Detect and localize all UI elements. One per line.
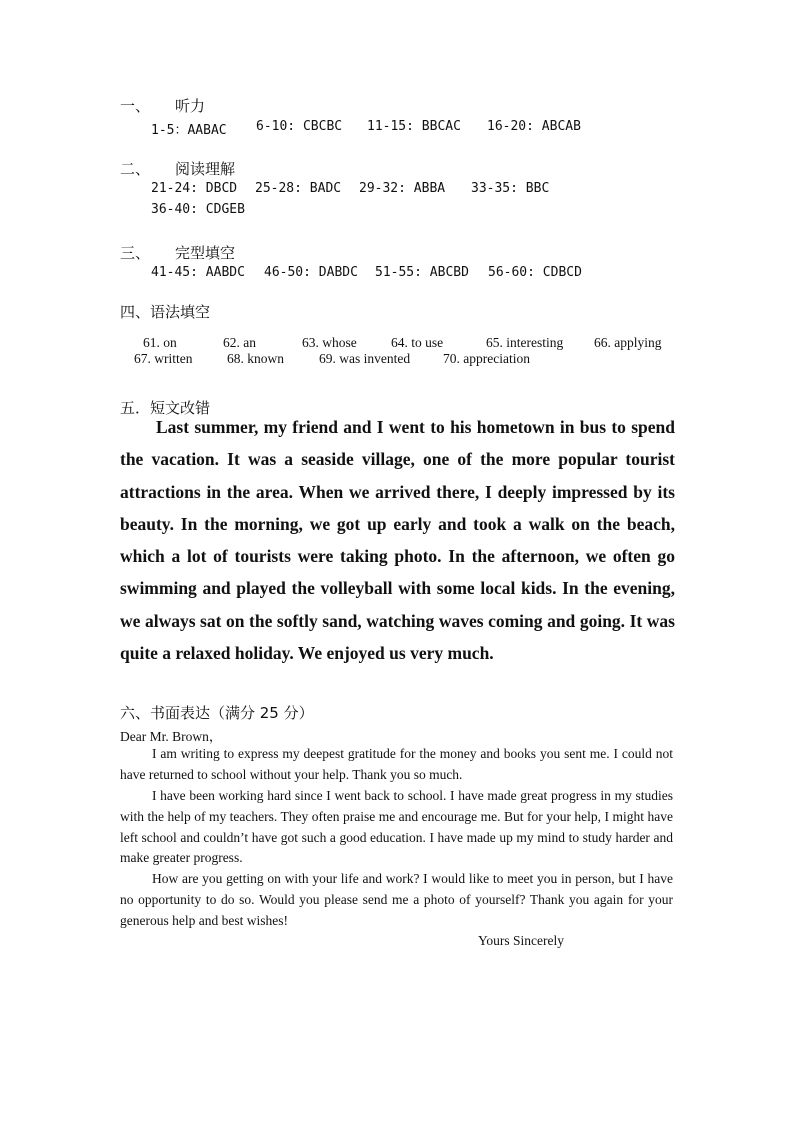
answer-group: 25-28: BADC [255,181,342,196]
section-1-number: 一、 [120,97,151,115]
section-1-title: 听力 [175,97,206,115]
grammar-answer: 69. was invented [319,351,411,366]
grammar-answer: 70. appreciation [443,351,530,366]
grammar-answer: 66. applying [594,335,662,350]
grammar-answer: 64. to use [391,335,444,350]
answer-group: 29-32: ABBA [359,181,446,196]
answer-group: 1-5：AABAC [151,123,227,138]
section-6-title: 六、书面表达（满分 25 分） [120,704,314,722]
error-correction-passage [120,411,675,669]
answer-group: 56-60: CDBCD [488,265,582,280]
letter-paragraph [120,786,673,869]
grammar-answer: 68. known [227,351,284,366]
section-4-title: 四、语法填空 [120,303,211,321]
grammar-answer: 63. whose [302,335,357,350]
answer-group: 36-40: CDGEB [151,202,245,217]
grammar-answer: 67. written [134,351,193,366]
section-5-title: 五．短文改错 [120,399,211,417]
letter-greeting: Dear Mr. Brown， [120,729,223,744]
answer-group: 46-50: DABDC [264,265,358,280]
section-2-number: 二、 [120,160,151,178]
answer-group: 16-20: ABCAB [487,119,581,134]
answer-group: 11-15: BBCAC [367,119,461,134]
answer-group: 41-45: AABDC [151,265,245,280]
answer-group: 21-24: DBCD [151,181,238,196]
grammar-answer: 62. an [223,335,256,350]
grammar-answer: 61. on [143,335,177,350]
letter-paragraph-text: I am writing to express my deepest gratitude for the money and books you sent me. I could not have returned to school without your help. Thank you so much. [120,746,673,782]
section-3-title: 完型填空 [175,244,236,262]
section-2-title: 阅读理解 [175,160,236,178]
letter-paragraph [120,869,673,931]
section-3-number: 三、 [120,244,151,262]
letter-paragraph [120,744,673,786]
letter-closing: Yours Sincerely [478,933,565,948]
letter-paragraph-text: How are you getting on with your life and work? I would like to meet you in person, but I have no opportunity to do so. Would you please send me a photo of yourself? Thank you again for your generous help and best wishes! [120,871,673,928]
answer-group: 6-10: CBCBC [256,119,343,134]
letter-paragraph-text: I have been working hard since I went back to school. I have made great progress in my studies with the help of my teachers. They often praise me and encourage me. But for your help, I might have left school and couldn’t have got such a good education. I have made up my mind to study harder and make greater progress. [120,788,673,866]
answer-group: 51-55: ABCBD [375,265,469,280]
answer-group: 33-35: BBC [471,181,550,196]
passage-text: Last summer, my friend and I went to his hometown in bus to spend the vacation. It was a seaside village, one of the more popular tourist attractions in the area. When we arrived there, I deeply impressed by its beauty. In the morning, we got up early and took a walk on the beach, which a lot of tourists were taking photo. In the afternoon, we often go swimming and played the volleyball with some local kids. In the evening, we always sat on the softly sand, watching waves coming and going. It was quite a relaxed holiday. We enjoyed us very much. [120,417,675,664]
grammar-answer: 65. interesting [486,335,564,350]
